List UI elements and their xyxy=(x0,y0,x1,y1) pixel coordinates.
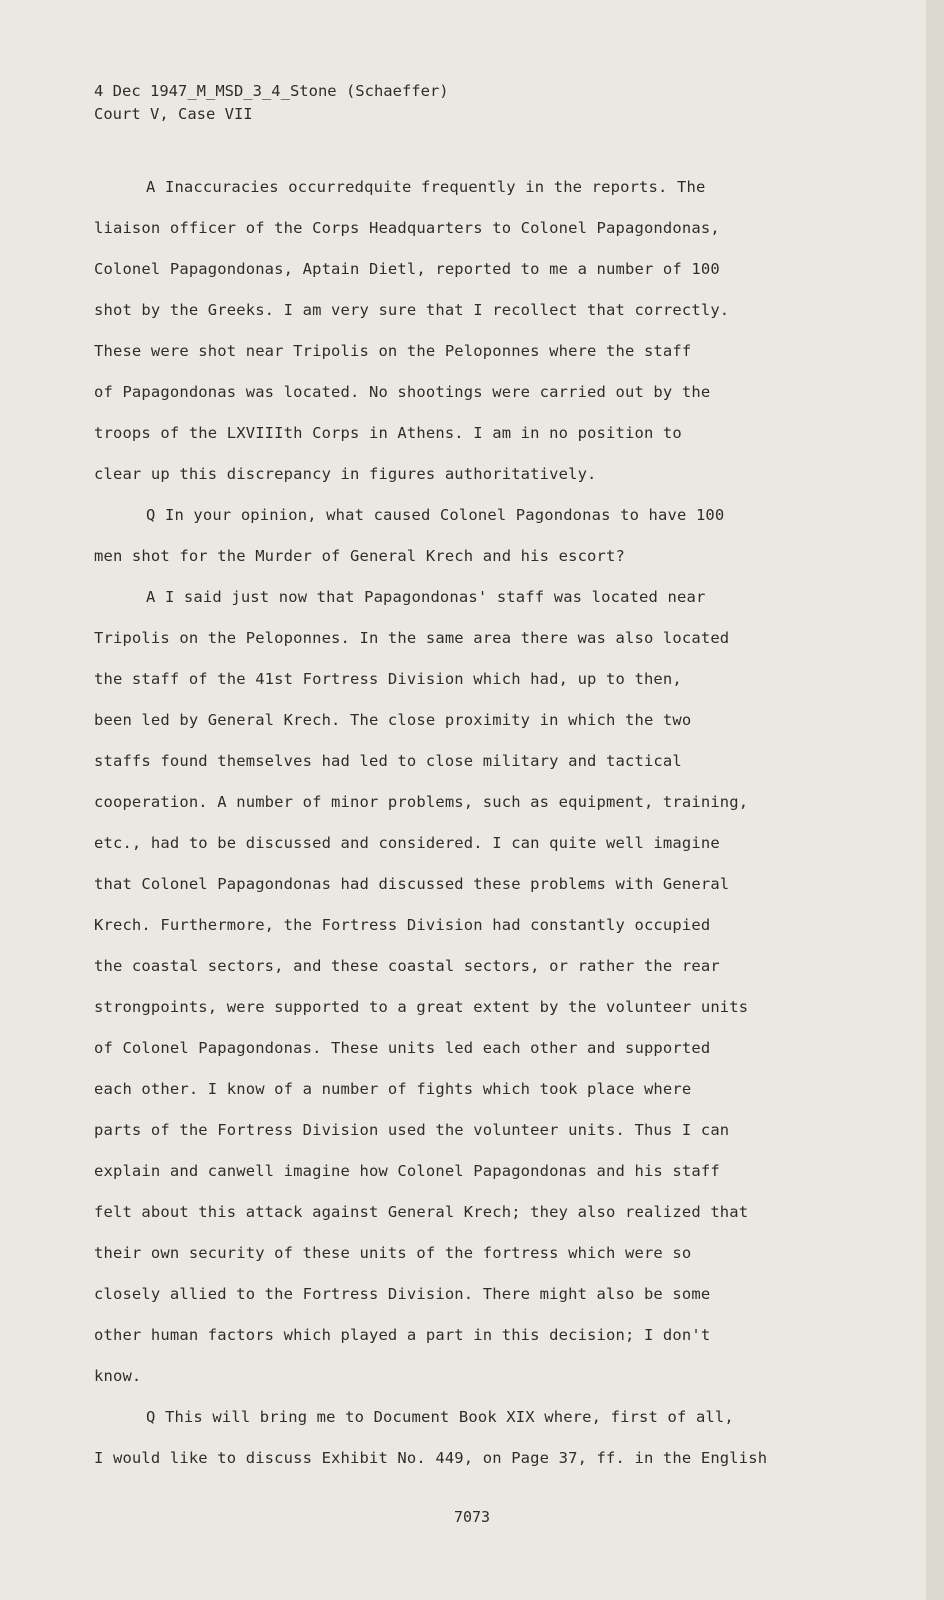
text-line: explain and canwell imagine how Colonel Papagondonas and his staff xyxy=(94,1162,720,1180)
text-line: the coastal sectors, and these coastal sectors, or rather the rear xyxy=(94,957,720,975)
page-number: 7073 xyxy=(453,1508,491,1526)
text-line: troops of the LXVIIIth Corps in Athens. I am in no position to xyxy=(94,424,682,442)
text-line: been led by General Krech. The close proximity in which the two xyxy=(94,711,692,729)
text-line: the staff of the 41st Fortress Division which had, up to then, xyxy=(94,670,682,688)
text-line: clear up this discrepancy in figures authoritatively. xyxy=(94,465,597,483)
text-line: staffs found themselves had led to close military and tactical xyxy=(94,752,682,770)
text-line: Krech. Furthermore, the Fortress Division had constantly occupied xyxy=(94,916,711,934)
text-line: of Papagondonas was located. No shootings were carried out by the xyxy=(94,383,711,401)
text-line: A I said just now that Papagondonas' staff was located near xyxy=(146,588,706,606)
text-line: etc., had to be discussed and considered. I can quite well imagine xyxy=(94,834,720,852)
text-line: know. xyxy=(94,1367,142,1385)
text-line: shot by the Greeks. I am very sure that I recollect that correctly. xyxy=(94,301,730,319)
text-line: other human factors which played a part in this decision; I don't xyxy=(94,1326,711,1344)
text-line: men shot for the Murder of General Krech and his escort? xyxy=(94,547,625,565)
text-line: cooperation. A number of minor problems, such as equipment, training, xyxy=(94,793,749,811)
text-line: felt about this attack against General Krech; they also realized that xyxy=(94,1203,749,1221)
text-line: liaison officer of the Corps Headquarters to Colonel Papagondonas, xyxy=(94,219,720,237)
text-line: Colonel Papagondonas, Aptain Dietl, reported to me a number of 100 xyxy=(94,260,720,278)
text-line: that Colonel Papagondonas had discussed these problems with General xyxy=(94,875,730,893)
text-line: These were shot near Tripolis on the Peloponnes where the staff xyxy=(94,342,692,360)
page-edge xyxy=(926,0,944,1600)
text-line: Q In your opinion, what caused Colonel Pagondonas to have 100 xyxy=(146,506,725,524)
text-line: I would like to discuss Exhibit No. 449, on Page 37, ff. in the English xyxy=(94,1449,768,1467)
text-line: Tripolis on the Peloponnes. In the same area there was also located xyxy=(94,629,730,647)
text-line: Q This will bring me to Document Book XIX where, first of all, xyxy=(146,1408,734,1426)
text-line: closely allied to the Fortress Division. There might also be some xyxy=(94,1285,711,1303)
text-line: strongpoints, were supported to a great extent by the volunteer units xyxy=(94,998,749,1016)
document-header xyxy=(94,80,449,126)
text-line: of Colonel Papagondonas. These units led each other and supported xyxy=(94,1039,711,1057)
text-line: their own security of these units of the fortress which were so xyxy=(94,1244,692,1262)
text-line: each other. I know of a number of fights which took place where xyxy=(94,1080,692,1098)
text-line: parts of the Fortress Division used the volunteer units. Thus I can xyxy=(94,1121,730,1139)
header-date-line: 4 Dec 1947_M_MSD_3_4_Stone (Schaeffer) xyxy=(94,82,449,100)
header-court-line: Court V, Case VII xyxy=(94,105,253,123)
text-line: A Inaccuracies occurredquite frequently in the reports. The xyxy=(146,178,706,196)
